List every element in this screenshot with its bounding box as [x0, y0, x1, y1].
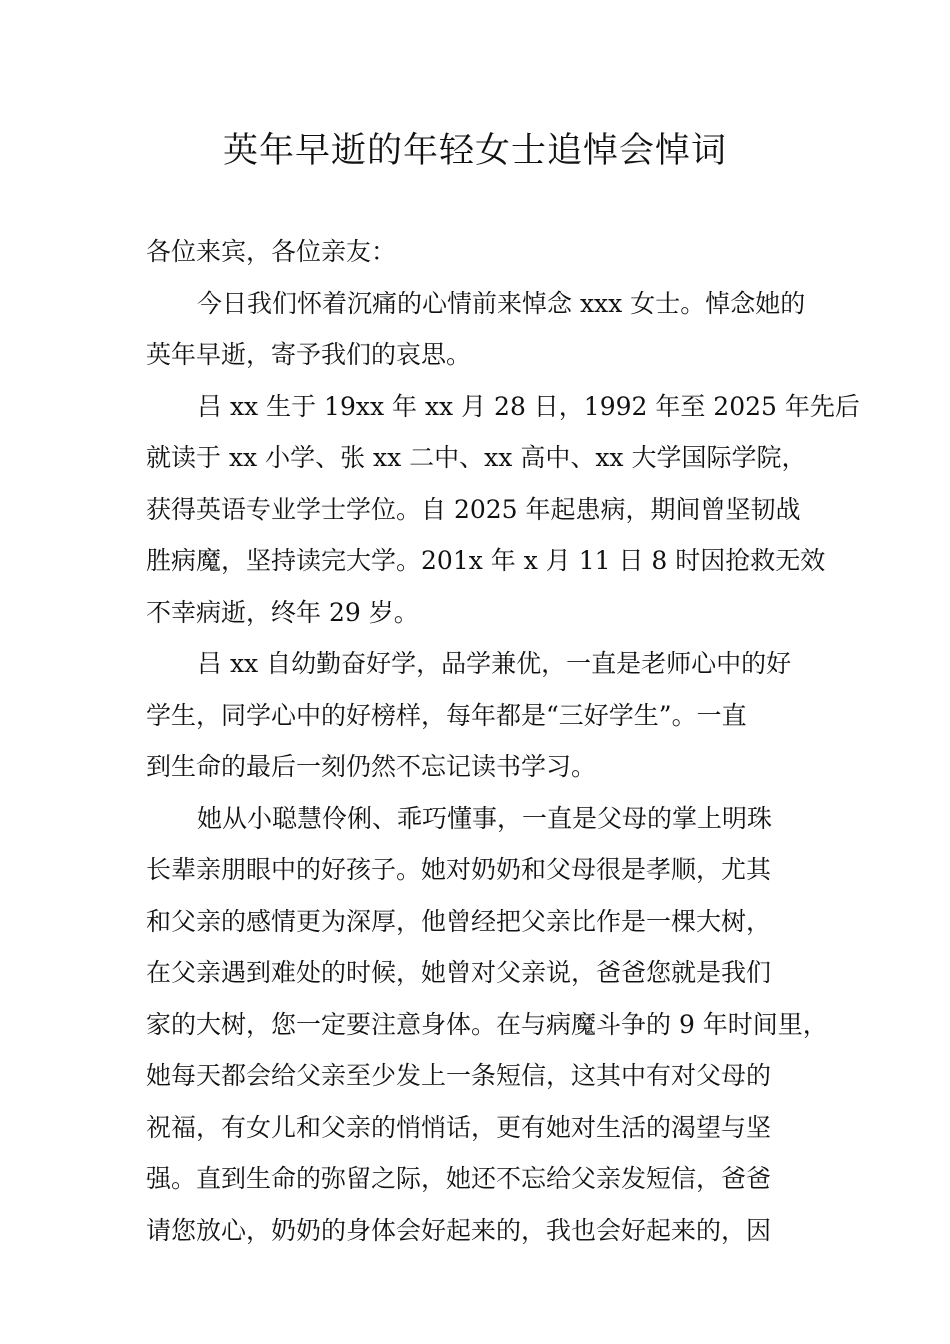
paragraph-line: 不幸病逝，终年 29 岁。	[146, 597, 419, 627]
paragraph-line: 长辈亲朋眼中的好孩子。她对奶奶和父母很是孝顺，尤其	[146, 855, 772, 884]
salutation: 各位来宾，各位亲友：	[146, 237, 397, 266]
paragraph-2	[146, 381, 860, 639]
paragraph-line: 祝福，有女儿和父亲的悄悄话，更有她对生活的渴望与坚	[146, 1112, 772, 1142]
paragraph-3	[146, 638, 814, 793]
document-title: 英年早逝的年轻女士追悼会悼词	[222, 131, 727, 171]
paragraph-line: 请您放心，奶奶的身体会好起来的，我也会好起来的，因	[146, 1215, 772, 1245]
paragraph-line: 英年早逝，寄予我们的哀思。	[146, 340, 472, 369]
paragraph-line: 就读于 xx 小学、张 xx 二中、xx 高中、xx 大学国际学院，	[146, 443, 807, 472]
paragraph-line: 强。直到生命的弥留之际，她还不忘给父亲发短信，爸爸	[146, 1164, 772, 1193]
paragraph-line: 和父亲的感情更为深厚，他曾经把父亲比作是一棵大树，	[146, 906, 772, 936]
paragraph-line: 家的大树，您一定要注意身体。在与病魔斗争的 9 年时间里，	[146, 1009, 828, 1039]
paragraph-4	[146, 793, 828, 1257]
paragraph-line: 今日我们怀着沉痛的心情前来悼念 xxx 女士。悼念她的	[197, 288, 806, 318]
document-body	[146, 226, 860, 1256]
paragraph-line: 学生，同学心中的好榜样，每年都是“三好学生”。一直	[146, 700, 747, 730]
paragraph-line: 在父亲遇到难处的时候，她曾对父亲说，爸爸您就是我们	[146, 958, 772, 987]
paragraph-line: 获得英语专业学士学位。自 2025 年起患病，期间曾坚韧战	[146, 494, 801, 524]
paragraph-line: 胜病魔，坚持读完大学。201x 年 x 月 11 日 8 时因抢救无效	[146, 546, 826, 575]
paragraph-line: 她每天都会给父亲至少发上一条短信，这其中有对父母的	[146, 1061, 772, 1090]
paragraph-line: 到生命的最后一刻仍然不忘记读书学习。	[146, 752, 597, 781]
paragraph-line: 吕 xx 生于 19xx 年 xx 月 28 日，1992 年至 2025 年先后	[197, 391, 860, 421]
paragraph-1	[146, 278, 814, 381]
paragraph-line: 吕 xx 自幼勤奋好学，品学兼优，一直是老师心中的好	[197, 649, 792, 678]
paragraph-line: 她从小聪慧伶俐、乖巧懂事，一直是父母的掌上明珠	[197, 803, 773, 833]
